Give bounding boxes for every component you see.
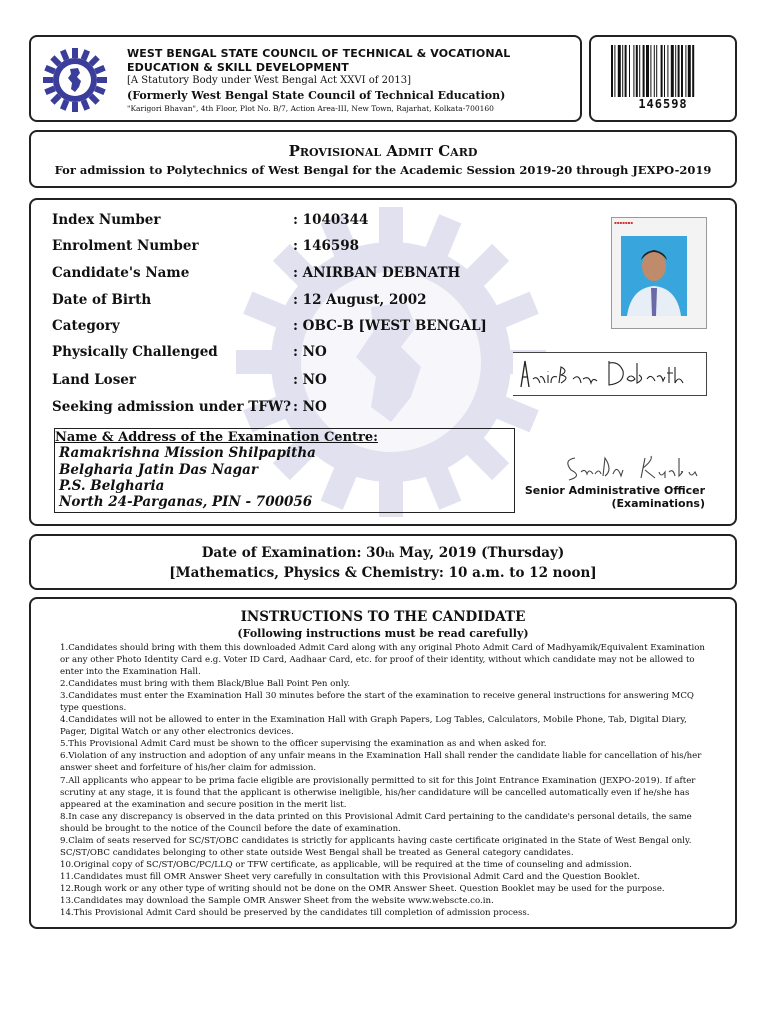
exam-centre-line: Belgharia Jatin Das Nagar	[59, 462, 258, 478]
field-label: Physically Challenged	[52, 344, 218, 360]
instructions-list	[60, 642, 720, 919]
exam-centre-line: North 24-Parganas, PIN - 700056	[59, 494, 313, 510]
instruction-line: 4.Candidates will not be allowed to enter in the Examination Hall with Graph Papers, Log Tables, Calculators, Mobile Phone, Tab, Digital Diary,	[60, 715, 687, 726]
barcode-panel	[589, 35, 737, 122]
page-title: Provisional Admit Card	[288, 142, 478, 160]
field-label: Category	[52, 318, 120, 334]
council-seal-icon	[40, 45, 110, 115]
field-label: Date of Birth	[52, 292, 152, 308]
exam-date-ordinal: th	[384, 549, 395, 559]
field-label: Land Loser	[52, 372, 136, 388]
instruction-line: Pager, Digital Watch or any other electronics devices.	[60, 727, 294, 738]
barcode-icon	[611, 45, 717, 97]
instruction-line: SC/ST/OBC candidates belonging to other state outside West Bengal shall be treated as General category candidates.	[60, 847, 574, 858]
exam-centre-line: P.S. Belgharia	[59, 478, 165, 494]
exam-centre-heading: Name & Address of the Examination Centre:	[55, 430, 378, 445]
officer-signature	[561, 450, 711, 486]
candidate-details-panel	[29, 198, 737, 526]
instruction-line: type questions.	[60, 703, 127, 714]
candidate-signature-image	[513, 353, 707, 397]
org-name-line1: WEST BENGAL STATE COUNCIL OF TECHNICAL & VOCATIONAL	[127, 47, 511, 60]
instruction-line: 9.Claim of seats reserved for SC/ST/OBC candidates is strictly for applicants having caste certificate originated in the State of West Bengal only.	[60, 835, 692, 846]
instruction-line: 13.Candidates may download the Sample OMR Answer Sheet from the website www.webscte.co.in.	[60, 895, 494, 906]
instruction-line: 3.Candidates must enter the Examination Hall 30 minutes before the start of the examination to receive general instructions for answering MCQ	[60, 691, 694, 702]
org-name	[127, 47, 510, 75]
page-subtitle: For admission to Polytechnics of West Bengal for the Academic Session 2019-20 through JEXPO-2019	[54, 163, 712, 177]
field-value: : 1040344	[293, 212, 369, 228]
candidate-signature	[513, 352, 707, 396]
instruction-line: scrutiny at any stage, it is found that the applicant is otherwise ineligible, his/her candidature will be cancelled automatically even if he/she has	[60, 787, 690, 798]
field-value: : OBC-B [WEST BENGAL]	[293, 318, 487, 334]
field-value: : NO	[293, 344, 327, 360]
exam-date	[31, 545, 735, 561]
officer-subtitle: (Examinations)	[611, 497, 705, 510]
instruction-line: 1.Candidates should bring with them this downloaded Admit Card along with any original Photo Admit Card of Madhyamik/Equivalent Examination	[60, 643, 705, 653]
exam-centre-line: Ramakrishna Mission Shilpapitha	[59, 445, 316, 461]
instruction-line: 12.Rough work or any other type of writing should not be done on the OMR Answer Sheet. Question Booklet may be used for the purpose.	[60, 883, 665, 894]
field-value: : 146598	[293, 238, 360, 254]
instructions-title: INSTRUCTIONS TO THE CANDIDATE	[240, 609, 526, 625]
org-statutory: [A Statutory Body under West Bengal Act XXVI of 2013]	[127, 75, 412, 86]
instruction-line: should be brought to the notice of the Council before the date of examination.	[60, 823, 401, 834]
org-name-line2: EDUCATION & SKILL DEVELOPMENT	[127, 61, 349, 74]
instruction-line: 6.Violation of any instruction and adoption of any unfair means in the Examination Hall shall render the candidate liable for cancellation of his/her	[60, 751, 702, 762]
instruction-line: 8.In case any discrepancy is observed in the data printed on this Provisional Admit Card pertaining to the candidate's personal details, the same	[60, 811, 692, 822]
photo-caption-mark: ▪▪▪▪▪▪▪	[614, 220, 633, 225]
field-value: : 12 August, 2002	[293, 292, 427, 308]
instruction-line: 5.This Provisional Admit Card must be shown to the officer supervising the examination as and when asked for.	[60, 739, 547, 750]
exam-date-suffix: May, 2019 (Thursday)	[394, 545, 565, 561]
instruction-line: appeared at the examination and secure position in the merit list.	[60, 799, 347, 810]
instructions-panel	[29, 597, 737, 929]
instruction-line: answer sheet and forfeiture of his/her claim for admission.	[60, 763, 317, 774]
header-panel	[29, 35, 582, 122]
instructions-subtitle: (Following instructions must be read carefully)	[237, 627, 529, 640]
instruction-line: 7.All applicants who appear to be prima facie eligible are provisionally permitted to sit for this Joint Entrance Examination (JEXPO-2019). If after	[60, 775, 696, 786]
instruction-line: 2.Candidates must bring with them Black/Blue Ball Point Pen only.	[60, 679, 351, 690]
exam-subjects-time: [Mathematics, Physics & Chemistry: 10 a.m. to 12 noon]	[169, 565, 597, 581]
photo-image	[621, 236, 687, 316]
org-formerly: (Formerly West Bengal State Council of Technical Education)	[127, 89, 506, 102]
field-label: Candidate's Name	[52, 265, 190, 281]
field-label: Seeking admission under TFW?	[52, 399, 291, 415]
org-address: "Karigori Bhavan", 4th Floor, Plot No. B/7, Action Area-III, New Town, Rajarhat, Kolkata-700160	[127, 104, 494, 113]
barcode-number: 146598	[638, 97, 688, 111]
exam-date-prefix: Date of Examination: 30	[201, 545, 385, 561]
field-value: : NO	[293, 372, 327, 388]
field-value: : ANIRBAN DEBNATH	[293, 265, 461, 281]
exam-schedule-panel	[29, 534, 737, 590]
candidate-photo	[611, 217, 707, 329]
title-panel	[29, 130, 737, 188]
instruction-line: 11.Candidates must fill OMR Answer Sheet very carefully in consultation with this Provisional Admit Card and the Question Booklet.	[60, 871, 640, 882]
instruction-line: or any other Photo Identity Card e.g. Voter ID Card, Aadhaar Card, etc. for proof of their identity, without which candidate may not be allowed to	[60, 655, 695, 666]
instruction-line: 10.Original copy of SC/ST/OBC/PC/LLQ or TFW certificate, as applicable, will be required at the time of counseling and admission.	[60, 859, 632, 870]
field-value: : NO	[293, 399, 327, 415]
exam-centre-box	[54, 428, 515, 513]
instruction-line: 14.This Provisional Admit Card should be preserved by the candidates till completion of admission process.	[60, 908, 530, 919]
field-label: Index Number	[52, 212, 161, 228]
field-label: Enrolment Number	[52, 238, 199, 254]
officer-title: Senior Administrative Officer	[524, 484, 705, 497]
instruction-line: enter into the Examination Hall.	[60, 667, 201, 678]
person-photo-icon	[621, 236, 687, 316]
